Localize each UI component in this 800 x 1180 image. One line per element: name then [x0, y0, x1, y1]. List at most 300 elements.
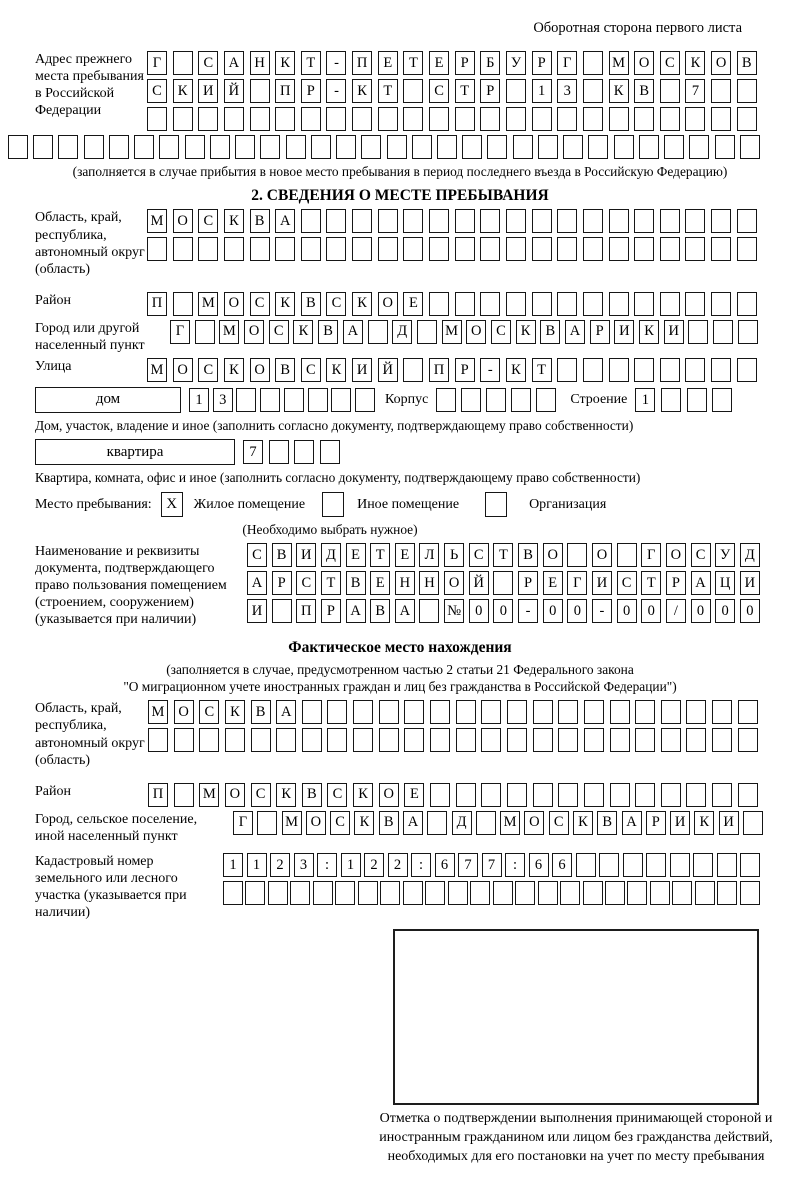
char-box [301, 237, 321, 261]
char-box [275, 237, 295, 261]
char-box: - [326, 51, 346, 75]
char-box: Ь [444, 543, 464, 567]
section2-heading: 2. СВЕДЕНИЯ О МЕСТЕ ПРЕБЫВАНИЯ [251, 187, 549, 205]
char-box [456, 783, 476, 807]
char-box [506, 209, 526, 233]
char-box: О [224, 292, 244, 316]
char-box [427, 811, 447, 835]
char-box: Е [403, 292, 423, 316]
char-box [740, 135, 760, 159]
house-note: Дом, участок, владение и иное (заполнить согласно документу, подтверждающему право собственности) [35, 417, 634, 433]
char-box [456, 700, 476, 724]
char-box [513, 135, 533, 159]
char-box [584, 700, 604, 724]
char-box [429, 209, 449, 233]
char-box: Т [455, 79, 475, 103]
char-box [455, 209, 475, 233]
char-box [250, 237, 270, 261]
char-box [379, 728, 399, 752]
char-box [738, 783, 758, 807]
char-box [532, 237, 552, 261]
char-box [269, 440, 289, 464]
char-box: И [740, 571, 760, 595]
char-box [623, 853, 643, 877]
char-box [353, 700, 373, 724]
char-box: С [198, 51, 218, 75]
char-box [661, 728, 681, 752]
char-box [715, 135, 735, 159]
char-box [711, 107, 731, 131]
other-premises-checkbox [322, 492, 344, 517]
al-city-block [0, 811, 800, 845]
char-box [481, 728, 501, 752]
char-box: - [480, 358, 500, 382]
char-box: М [147, 209, 167, 233]
char-box [583, 51, 603, 75]
char-box [378, 237, 398, 261]
char-box [660, 209, 680, 233]
stay-place-label: Место пребывания: [35, 496, 152, 512]
char-box [717, 881, 737, 905]
char-box [403, 237, 423, 261]
char-box [198, 107, 218, 131]
char-box [670, 853, 690, 877]
char-box [634, 237, 654, 261]
char-box: 0 [617, 599, 637, 623]
char-box: П [352, 51, 372, 75]
char-box [493, 571, 513, 595]
char-box [235, 135, 255, 159]
char-box: Д [740, 543, 760, 567]
char-box [419, 599, 439, 623]
char-box [327, 728, 347, 752]
char-box: С [330, 811, 350, 835]
stroenie-label: Строение [570, 392, 628, 408]
char-box: С [326, 292, 346, 316]
char-box: Д [321, 543, 341, 567]
char-box: В [370, 599, 390, 623]
char-box [429, 292, 449, 316]
char-box [609, 292, 629, 316]
char-box [583, 237, 603, 261]
char-box [584, 783, 604, 807]
char-box: С [691, 543, 711, 567]
char-box [610, 783, 630, 807]
char-box: М [282, 811, 302, 835]
char-box: С [247, 543, 267, 567]
char-box: К [352, 79, 372, 103]
char-box: 7 [482, 853, 502, 877]
char-box [583, 79, 603, 103]
char-box [58, 135, 78, 159]
char-box [326, 237, 346, 261]
char-box: В [379, 811, 399, 835]
char-box: Т [403, 51, 423, 75]
char-box: В [302, 783, 322, 807]
s2-street-block [0, 358, 800, 382]
char-box: С [296, 571, 316, 595]
char-box: 3 [557, 79, 577, 103]
residential-checkbox: X [161, 492, 183, 517]
char-box: У [715, 543, 735, 567]
char-box [448, 881, 468, 905]
char-box: Г [641, 543, 661, 567]
char-box: К [275, 51, 295, 75]
char-box: 2 [364, 853, 384, 877]
apartment-note: Квартира, комната, офис и иное (заполнить согласно документу, подтверждающему право собственности) [35, 470, 641, 486]
char-box: О [250, 358, 270, 382]
char-box: В [275, 358, 295, 382]
char-box: С [250, 292, 270, 316]
char-box: С [429, 79, 449, 103]
char-box [558, 783, 578, 807]
char-box: С [549, 811, 569, 835]
char-box [664, 135, 684, 159]
char-box [532, 209, 552, 233]
char-box: П [296, 599, 316, 623]
char-box [563, 135, 583, 159]
organization-checkbox [485, 492, 507, 517]
char-box: О [379, 783, 399, 807]
char-box [436, 388, 456, 412]
al-region-block [0, 700, 800, 768]
char-box: / [666, 599, 686, 623]
document-row-3 [247, 599, 760, 623]
char-box [660, 107, 680, 131]
char-box: И [592, 571, 612, 595]
char-box [174, 728, 194, 752]
char-box: О [174, 700, 194, 724]
prev-address-label: Адрес прежнего места пребывания в Российской Федерации [35, 52, 144, 119]
char-box: И [614, 320, 634, 344]
char-box [711, 79, 731, 103]
char-box [646, 853, 666, 877]
char-box: К [516, 320, 536, 344]
char-box: В [272, 543, 292, 567]
char-box: С [198, 358, 218, 382]
al-city-label: Город, сельское поселение, иной населенный пункт [35, 811, 198, 844]
document-block [0, 543, 800, 628]
char-box [506, 107, 526, 131]
char-box: В [318, 320, 338, 344]
char-box: О [378, 292, 398, 316]
char-box [429, 237, 449, 261]
char-box: - [326, 79, 346, 103]
char-box: Р [321, 599, 341, 623]
char-box: Р [480, 79, 500, 103]
house-block [0, 387, 800, 413]
char-box [711, 209, 731, 233]
char-box [687, 388, 707, 412]
char-box [417, 320, 437, 344]
char-box: 7 [243, 440, 263, 464]
char-box [198, 237, 218, 261]
char-box: - [592, 599, 612, 623]
char-box [301, 107, 321, 131]
char-box: Й [469, 571, 489, 595]
document-label: Наименование и реквизиты документа, подтверждающего право пользования помещением (строением, сооружением) (указывается при наличии) [35, 544, 227, 628]
residential-label: Жилое помещение [193, 496, 306, 512]
char-box: Т [370, 543, 390, 567]
apartment-row [243, 440, 340, 464]
char-box: Е [404, 783, 424, 807]
char-box [358, 881, 378, 905]
prev-address-row-4 [8, 135, 760, 159]
char-box [311, 135, 331, 159]
char-box: Р [301, 79, 321, 103]
char-box: 2 [388, 853, 408, 877]
char-box: 1 [223, 853, 243, 877]
char-box [195, 320, 215, 344]
char-box [711, 237, 731, 261]
char-box [507, 700, 527, 724]
document-row-1 [247, 543, 760, 567]
char-box: С [491, 320, 511, 344]
char-box [352, 107, 372, 131]
char-box [686, 783, 706, 807]
char-box [327, 700, 347, 724]
char-box: Т [532, 358, 552, 382]
char-box [455, 237, 475, 261]
char-box [599, 853, 619, 877]
char-box [685, 237, 705, 261]
char-box [584, 728, 604, 752]
char-box [738, 320, 758, 344]
al-district-block [0, 783, 800, 807]
char-box [378, 107, 398, 131]
prev-address-row-2 [147, 79, 757, 103]
char-box [236, 388, 256, 412]
char-box: В [250, 209, 270, 233]
char-box: М [199, 783, 219, 807]
char-box: Р [646, 811, 666, 835]
char-box [558, 700, 578, 724]
char-box [275, 107, 295, 131]
char-box [147, 107, 167, 131]
char-box [147, 237, 167, 261]
char-box [378, 209, 398, 233]
char-box [455, 107, 475, 131]
char-box [713, 320, 733, 344]
char-box [456, 728, 476, 752]
char-box [462, 135, 482, 159]
char-box [225, 728, 245, 752]
char-box: А [247, 571, 267, 595]
char-box [661, 700, 681, 724]
s2-region-row-1 [147, 209, 757, 233]
char-box: М [148, 700, 168, 724]
char-box: Ц [715, 571, 735, 595]
char-box: К [224, 209, 244, 233]
char-box: Д [452, 811, 472, 835]
char-box: А [622, 811, 642, 835]
char-box: Й [224, 79, 244, 103]
char-box [481, 700, 501, 724]
char-box [738, 700, 758, 724]
char-box [429, 107, 449, 131]
char-box: К [353, 783, 373, 807]
char-box: К [225, 700, 245, 724]
house-widebox: дом [35, 387, 181, 413]
char-box [588, 135, 608, 159]
cadastre-row-2 [223, 881, 760, 905]
char-box [557, 292, 577, 316]
char-box [352, 237, 372, 261]
char-box: В [737, 51, 757, 75]
cadastre-block [0, 853, 800, 921]
char-box: М [500, 811, 520, 835]
s2-street-label: Улица [35, 358, 72, 374]
char-box [109, 135, 129, 159]
char-box: С [469, 543, 489, 567]
char-box [320, 440, 340, 464]
char-box [634, 209, 654, 233]
char-box [173, 237, 193, 261]
char-box [379, 700, 399, 724]
char-box [609, 107, 629, 131]
char-box [173, 107, 193, 131]
char-box [461, 388, 481, 412]
char-box [688, 320, 708, 344]
char-box [481, 783, 501, 807]
char-box: Г [567, 571, 587, 595]
stamp-note: Отметка о подтверждении выполнения принимающей стороной и иностранным гражданином или лицом без гражданства действий, необходимых для его постановки на учет по месту пребывания [379, 1111, 773, 1164]
char-box: Й [378, 358, 398, 382]
char-box: Т [493, 543, 513, 567]
char-box [276, 728, 296, 752]
prev-address-row-1 [147, 51, 757, 75]
char-box [486, 388, 506, 412]
char-box: Р [455, 358, 475, 382]
char-box [476, 811, 496, 835]
char-box [480, 237, 500, 261]
char-box [506, 237, 526, 261]
char-box [672, 881, 692, 905]
char-box: В [301, 292, 321, 316]
char-box: Н [250, 51, 270, 75]
char-box [470, 881, 490, 905]
document-row-2 [247, 571, 760, 595]
char-box: М [442, 320, 462, 344]
char-box [174, 783, 194, 807]
s2-street-row [147, 358, 757, 382]
char-box: С [198, 209, 218, 233]
char-box [610, 728, 630, 752]
char-box [536, 388, 556, 412]
char-box [84, 135, 104, 159]
char-box [743, 811, 763, 835]
actual-location-note-1: (заполняется в случае, предусмотренном частью 2 статьи 21 Федерального закона [166, 661, 634, 677]
char-box: К [224, 358, 244, 382]
char-box [558, 728, 578, 752]
char-box: Е [395, 543, 415, 567]
char-box: М [198, 292, 218, 316]
char-box: В [540, 320, 560, 344]
char-box: 1 [341, 853, 361, 877]
char-box: 0 [543, 599, 563, 623]
char-box: И [296, 543, 316, 567]
char-box: 0 [493, 599, 513, 623]
char-box [455, 292, 475, 316]
char-box [737, 237, 757, 261]
s2-region-block [0, 209, 800, 277]
char-box [353, 728, 373, 752]
char-box [430, 783, 450, 807]
char-box [737, 107, 757, 131]
char-box: О [666, 543, 686, 567]
char-box [740, 881, 760, 905]
char-box: К [173, 79, 193, 103]
char-box [609, 358, 629, 382]
char-box [403, 358, 423, 382]
page-header: Оборотная сторона первого листа [533, 20, 742, 36]
char-box [660, 358, 680, 382]
char-box [159, 135, 179, 159]
char-box: 6 [435, 853, 455, 877]
char-box: Р [590, 320, 610, 344]
cadastre-row-1 [223, 853, 760, 877]
char-box [326, 107, 346, 131]
char-box: 6 [552, 853, 572, 877]
char-box: 3 [294, 853, 314, 877]
char-box: Г [557, 51, 577, 75]
char-box [532, 292, 552, 316]
char-box [308, 388, 328, 412]
char-box: К [609, 79, 629, 103]
char-box [224, 107, 244, 131]
char-box: И [719, 811, 739, 835]
char-box: С [147, 79, 167, 103]
char-box [560, 881, 580, 905]
char-box: А [565, 320, 585, 344]
char-box [250, 79, 270, 103]
char-box [583, 881, 603, 905]
char-box: Б [480, 51, 500, 75]
korpus-row [436, 388, 556, 412]
char-box [284, 388, 304, 412]
char-box: 1 [532, 79, 552, 103]
char-box: О [244, 320, 264, 344]
char-box [538, 881, 558, 905]
s2-district-row [147, 292, 757, 316]
char-box: Г [147, 51, 167, 75]
char-box [430, 700, 450, 724]
char-box [224, 237, 244, 261]
char-box: Т [321, 571, 341, 595]
char-box [686, 728, 706, 752]
al-district-row [148, 783, 758, 807]
char-box: К [326, 358, 346, 382]
char-box: С [327, 783, 347, 807]
char-box: К [276, 783, 296, 807]
char-box [335, 881, 355, 905]
char-box [511, 388, 531, 412]
char-box: П [148, 783, 168, 807]
char-box: Р [518, 571, 538, 595]
char-box [403, 881, 423, 905]
char-box [148, 728, 168, 752]
char-box: К [685, 51, 705, 75]
char-box: С [660, 51, 680, 75]
char-box [290, 881, 310, 905]
char-box [251, 728, 271, 752]
char-box: 0 [715, 599, 735, 623]
char-box: А [395, 599, 415, 623]
char-box [480, 209, 500, 233]
char-box [250, 107, 270, 131]
char-box: 0 [567, 599, 587, 623]
char-box [210, 135, 230, 159]
